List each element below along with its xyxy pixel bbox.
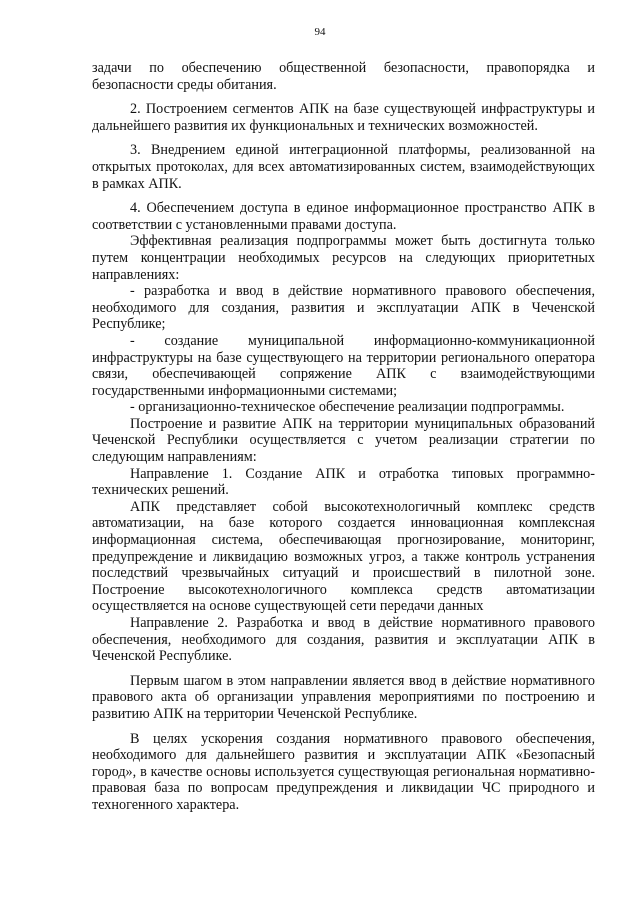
paragraph-strategy: Построение и развитие АПК на территории муниципальных образований Чеченской Республики осуществляется с учетом реализации стратегии по следующим направлениям: xyxy=(92,415,595,466)
paragraph-first-step: Первым шагом в этом направлении является ввод в действие нормативного правового акта об организации управления мероприятиями по построению и развитию АПК на территории Чеченской Республике. xyxy=(92,672,595,722)
list-item-infrastructure: - создание муниципальной информационно-коммуникационной инфраструктуры на базе существующего на территории регионального оператора связи, обеспечивающей сопряжение АПК с взаимодействующими государственными информационными системами; xyxy=(92,332,595,399)
list-item-organizational: - организационно-техническое обеспечение реализации подпрограммы. xyxy=(130,399,565,416)
list-item-regulatory: - разработка и ввод в действие нормативного правового обеспечения, необходимого для создания, развития и эксплуатации АПК в Чеченской Республике; xyxy=(92,283,595,333)
paragraph-direction-1: Направление 1. Создание АПК и отработка типовых программно-технических решений. xyxy=(92,465,595,499)
paragraph-item-2: 2. Построением сегментов АПК на базе существующей инфраструктуры и дальнейшего развития их функциональных и технических возможностей. xyxy=(92,101,595,134)
page-number: 94 xyxy=(314,26,326,38)
paragraph-item-3: 3. Внедрением единой интеграционной платформы, реализованной на открытых протоколах, для всех автоматизированных систем, взаимодействующих в рамках АПК. xyxy=(92,142,595,192)
paragraph-direction-2: Направление 2. Разработка и ввод в действие нормативного правового обеспечения, необходимого для создания, развития и эксплуатации АПК в Чеченской Республике. xyxy=(92,615,595,665)
paragraph-acceleration: В целях ускорения создания нормативного правового обеспечения, необходимого для дальнейшего развития и эксплуатации АПК «Безопасный город», в качестве основы используется существующая региональная нормативно-правовая база по вопросам предупреждения и ликвидации ЧС природного и техногенного характера. xyxy=(92,730,595,813)
paragraph-continuation: задачи по обеспечению общественной безопасности, правопорядка и безопасности среды обитания. xyxy=(92,60,595,93)
paragraph-priorities-intro: Эффективная реализация подпрограммы может быть достигнута только путем концентрации необходимых ресурсов на следующих приоритетных направлениях: xyxy=(92,233,595,283)
paragraph-apk-description: АПК представляет собой высокотехнологичный комплекс средств автоматизации, на базе которого создается инновационная комплексная информационная система, обеспечивающая прогнозирование, мониторинг, предупреждение и ликвидацию возможных угроз, а также контроль устранения последствий чрезвычайных ситуаций и происшествий в пилотной зоне. Построение высокотехнологичного комплекса средств автоматизации осуществляется на основе существующей сети передачи данных xyxy=(92,498,595,615)
paragraph-item-4: 4. Обеспечением доступа в единое информационное пространство АПК в соответствии с установленными правами доступа. xyxy=(92,200,595,233)
document-body xyxy=(92,60,595,814)
